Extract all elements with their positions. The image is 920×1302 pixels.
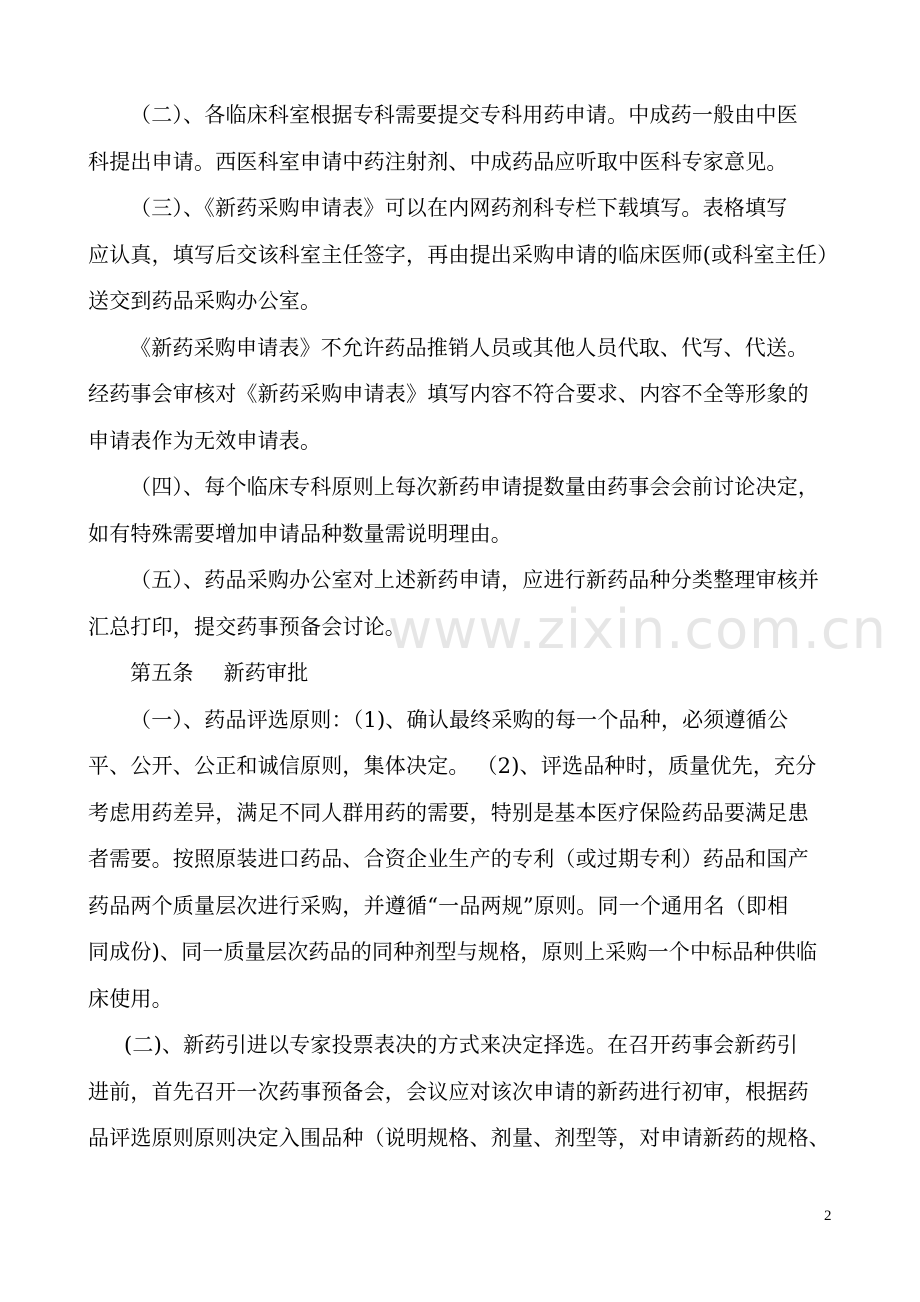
text-line: （一）、药品评选原则：（1)、确认最终采购的每一个品种，必须遵循公 xyxy=(130,707,789,732)
paragraph-section-5 xyxy=(88,557,834,650)
text-line: （三）、《新药采购申请表》可以在内网药剂科专栏下载填写。表格填写 xyxy=(130,196,788,220)
watermark: www.zixin.com.cn xyxy=(388,598,887,661)
paragraph-expert-voting xyxy=(88,1022,834,1162)
text-line: 药品两个质量层次进行采购，并遵循“一品两规”原则。同一个通用名（即相 xyxy=(88,893,789,918)
text-line: 申请表作为无效申请表。 xyxy=(88,428,322,453)
text-line: 送交到药品采购办公室。 xyxy=(88,289,322,313)
text-line: （四）、每个临床专科原则上每次新药申请提数量由药事会会前讨论决定， xyxy=(130,475,820,499)
article-title: 新药审批 xyxy=(223,661,309,685)
text-line: 汇总打印，提交药事预备会讨论。 xyxy=(88,614,406,639)
article-number: 第五条 xyxy=(130,661,194,685)
text-line: 科提出申请。西医科室申请中药注射剂、中成药品应听取中医科专家意见。 xyxy=(88,149,788,174)
page-number: 2 xyxy=(824,1208,832,1224)
text-line: 床使用。 xyxy=(88,986,173,1011)
text-line: 品评选原则原则决定入围品种（说明规格、剂量、剂型等，对申请新药的规格、 xyxy=(88,1126,830,1150)
document-body xyxy=(88,92,839,1162)
text-line: 同成份)、同一质量层次药品的同种剂型与规格，原则上采购一个中标品种供临 xyxy=(88,940,818,964)
text-line: （二）、各临床科室根据专科需要提交专科用药申请。中成药一般由中医 xyxy=(130,103,798,127)
paragraph-section-4 xyxy=(88,464,834,557)
text-line: 进前，首先召开一次药事预备会，会议应对该次申请的新药进行初审，根据药 xyxy=(88,1079,809,1104)
text-line: 者需要。按照原装进口药品、合资企业生产的专利（或过期专利）药品和国产 xyxy=(88,847,809,871)
paragraph-application-form xyxy=(88,325,834,465)
article-heading xyxy=(88,650,834,697)
text-line: 《新药采购申请表》不允许药品推销人员或其他人员代取、代写、代送。 xyxy=(130,335,809,360)
paragraph-section-3 xyxy=(88,185,839,325)
text-line: 经药事会审核对《新药采购申请表》填写内容不符合要求、内容不全等形象的 xyxy=(88,382,809,406)
text-line: 应认真，填写后交该科室主任签字，再由提出采购申请的临床医师(或科室主任） xyxy=(88,242,839,267)
text-line: (二)、新药引进以专家投票表决的方式来决定择选。在召开药事会新药引 xyxy=(124,1033,798,1057)
text-line: 考虑用药差异，满足不同人群用药的需要，特别是基本医疗保险药品要满足患 xyxy=(88,800,809,825)
paragraph-evaluation-principles xyxy=(88,697,834,1023)
text-line: （五）、药品采购办公室对上述新药申请，应进行新药品种分类整理审核并 xyxy=(130,568,820,592)
text-line: 平、公开、公正和诚信原则，集体决定。 （2)、评选品种时，质量优先，充分 xyxy=(88,754,817,778)
paragraph-section-2 xyxy=(88,92,834,185)
text-line: 如有特殊需要增加申请品种数量需说明理由。 xyxy=(88,521,512,546)
